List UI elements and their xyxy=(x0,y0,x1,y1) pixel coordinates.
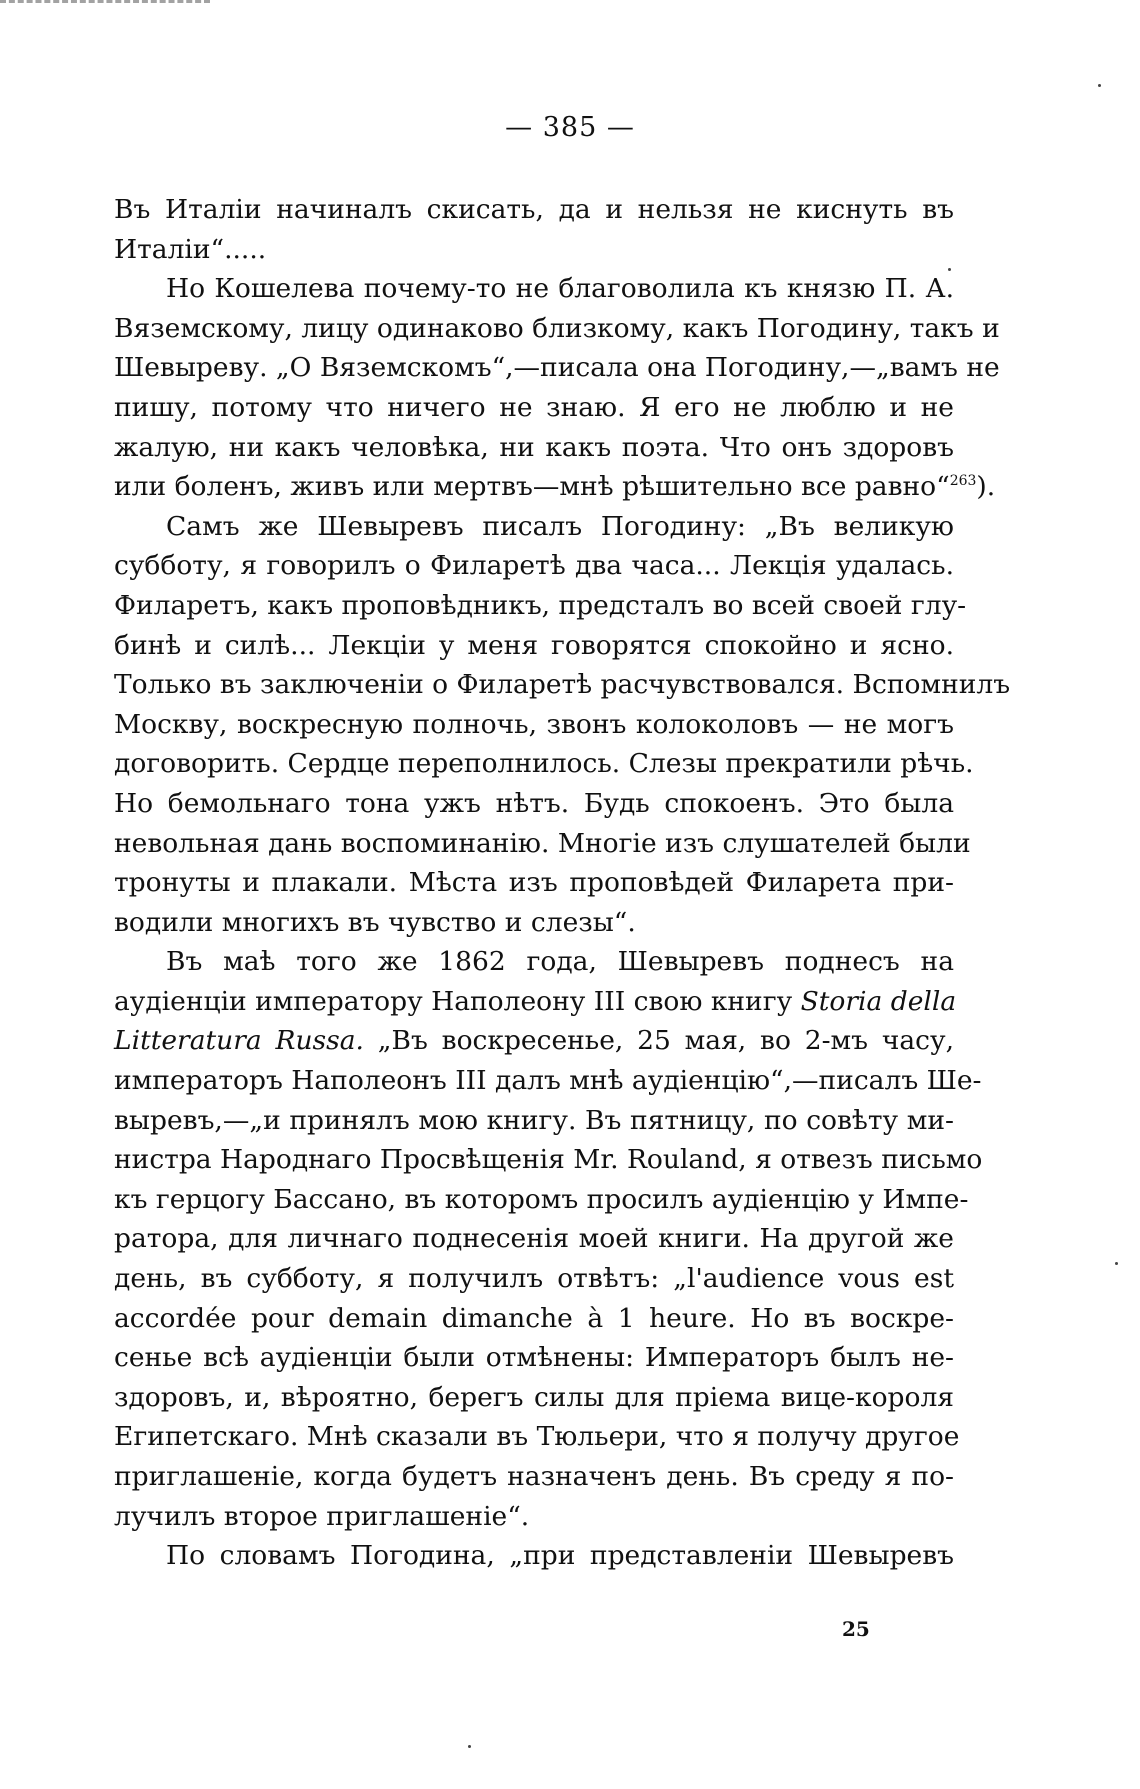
text-line: водили многихъ въ чувство и слезы“. xyxy=(114,906,636,938)
text-line: Самъ же Шевыревъ писалъ Погодину: „Въ великую xyxy=(166,510,954,542)
text-line-content: аудіенціи императору Наполеону III свою книгу xyxy=(114,985,793,1017)
footnote-reference: 263 xyxy=(949,473,977,490)
text-line: Филаретъ, какъ проповѣдникъ, предсталъ во всей своей глу- xyxy=(114,589,967,621)
text-line: По словамъ Погодина, „при представленіи Шевыревъ xyxy=(166,1540,954,1572)
text-line: субботу, я говорилъ о Филаретѣ два часа... Лекція удалась. xyxy=(114,550,954,582)
text-line: Въ Италіи начиналъ скисать, да и нельзя не киснуть въ xyxy=(114,194,954,225)
text-line: Вяземскому, лицу одинаково близкому, какъ Погодину, такъ и xyxy=(114,312,1000,344)
text-line: здоровъ, и, вѣроятно, берегъ силы для пріема вице-короля xyxy=(114,1381,954,1413)
text-line-content: или боленъ, живъ или мертвъ—мнѣ рѣшительно все равно“ xyxy=(114,471,950,503)
page-number: — 385 — xyxy=(505,112,635,143)
text-line: Италіи“..... xyxy=(114,233,267,265)
footnote-close: ). xyxy=(976,471,996,503)
text-line: Въ маѣ того же 1862 года, Шевыревъ поднесъ на xyxy=(166,946,954,978)
text-line: приглашеніе, когда будетъ назначенъ день. Въ среду я по- xyxy=(114,1461,954,1492)
printer-signature-mark: 25 xyxy=(842,1617,870,1641)
text-line: день, въ субботу, я получилъ отвѣтъ: „l'audience vous est xyxy=(114,1263,954,1295)
book-title-italic: Litteratura Russa. xyxy=(114,1025,364,1057)
text-line: Только въ заключеніи о Филаретѣ расчувствовался. Вспомнилъ xyxy=(114,669,1011,701)
text-line: договорить. Сердце переполнилось. Слезы прекратили рѣчь. xyxy=(114,748,974,780)
text-line: выревъ,—„и принялъ мою книгу. Въ пятницу, по совѣту ми- xyxy=(114,1104,954,1136)
text-line: Египетскаго. Мнѣ сказали въ Тюльери, что я получу другое xyxy=(114,1421,960,1453)
text-line: сенье всѣ аудіенціи были отмѣнены: Императоръ былъ не- xyxy=(114,1342,954,1374)
text-line: accordée pour demain dimanche à 1 heure. Но въ воскре- xyxy=(114,1302,954,1334)
text-line: ратора, для личнаго поднесенія моей книги. На другой же xyxy=(114,1223,954,1255)
text-line: бинѣ и силѣ... Лекціи у меня говорятся спокойно и ясно. xyxy=(114,629,954,661)
scan-edge-mark xyxy=(0,0,210,15)
text-line: невольная дань воспоминанію. Многіе изъ слушателей были xyxy=(114,827,971,859)
text-line: Шевыреву. „О Вяземскомъ“,—писала она Погодину,—„вамъ не xyxy=(114,352,1000,384)
scan-speck xyxy=(948,268,951,271)
text-line: Москву, воскресную полночь, звонъ колоколовъ — не могъ xyxy=(114,708,954,740)
text-line: лучилъ второе приглашеніе“. xyxy=(114,1500,530,1532)
text-line-content: „Въ воскресенье, 25 мая, во 2-мъ часу, xyxy=(377,1025,954,1057)
text-line: императоръ Наполеонъ III далъ мнѣ аудіенцію“,—писалъ Ше- xyxy=(114,1065,982,1097)
text-line: тронуты и плакали. Мѣста изъ проповѣдей Филарета при- xyxy=(114,867,954,899)
text-line xyxy=(114,467,996,507)
body-text xyxy=(114,190,1011,1576)
text-line: Но Кошелева почему-то не благоволила къ князю П. А. xyxy=(166,273,954,305)
text-line: Но бемольнаго тона ужъ нѣтъ. Будь спокоенъ. Это была xyxy=(114,787,954,819)
text-line: пишу, потому что ничего не знаю. Я его не люблю и не xyxy=(114,391,954,423)
scan-speck xyxy=(1098,84,1101,87)
text-line: къ герцогу Бассано, въ которомъ просилъ аудіенцію у Импе- xyxy=(114,1183,969,1215)
text-line xyxy=(114,982,957,1022)
book-title-italic: Storia della xyxy=(800,985,957,1017)
text-line: жалую, ни какъ человѣка, ни какъ поэта. Что онъ здоровъ xyxy=(114,431,954,463)
text-line xyxy=(114,1021,954,1061)
scan-speck xyxy=(468,1745,471,1748)
text-line: нистра Народнаго Просвѣщенія Mr. Rouland, я отвезъ письмо xyxy=(114,1144,983,1176)
scan-speck xyxy=(1115,1262,1118,1265)
